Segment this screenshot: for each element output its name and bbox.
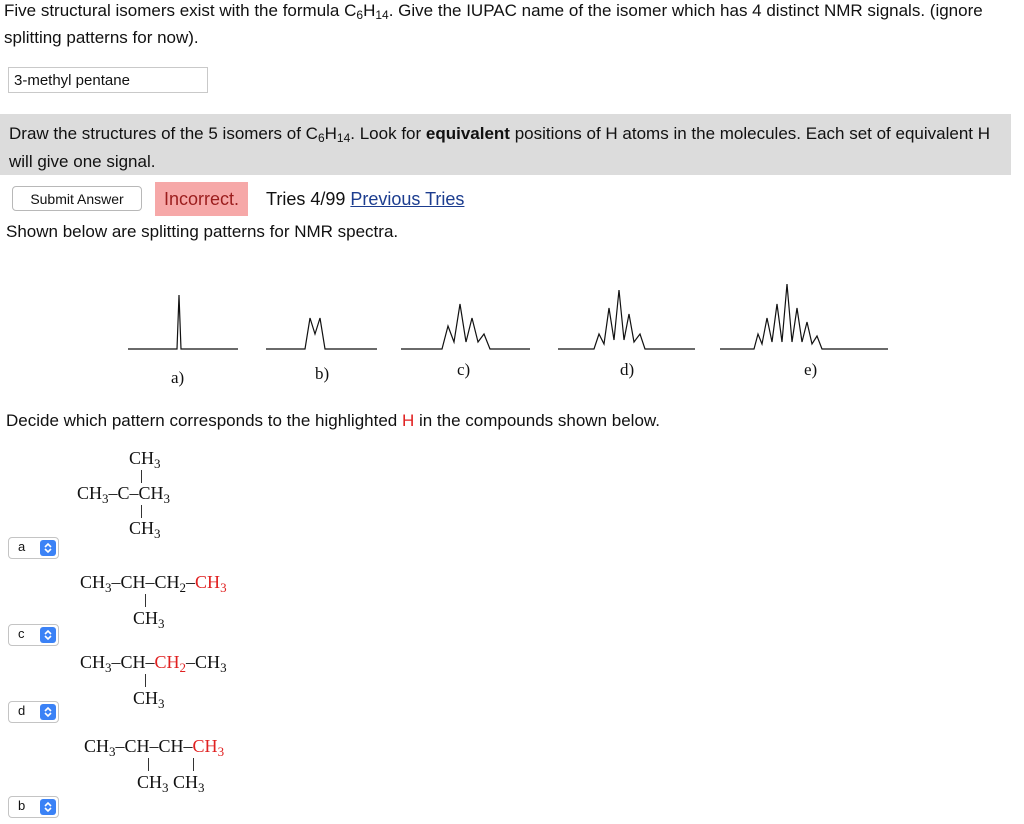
pattern-e-multiplet (720, 284, 888, 349)
answer-select-4[interactable]: b (8, 796, 59, 818)
pattern-label-b: b) (315, 364, 330, 383)
answer-input[interactable] (8, 67, 208, 93)
splitting-intro: Shown below are splitting patterns for NMR spectra. (6, 222, 399, 241)
pattern-label-d: d) (620, 360, 635, 379)
tries-text (266, 182, 464, 216)
pattern-label-e: e) (804, 360, 818, 379)
answer-select-1[interactable]: a (8, 537, 59, 559)
chevron-updown-icon (40, 540, 56, 556)
chevron-updown-icon (40, 799, 56, 815)
previous-tries-link[interactable]: Previous Tries (350, 189, 465, 209)
pattern-b-doublet (266, 318, 377, 349)
incorrect-badge: Incorrect. (155, 182, 248, 216)
pattern-label-a: a) (171, 368, 185, 387)
pattern-label-c: c) (457, 360, 471, 379)
pattern-a-singlet (128, 295, 238, 349)
submit-answer-button[interactable]: Submit Answer (12, 186, 142, 211)
nmr-patterns-figure (120, 262, 900, 392)
chevron-updown-icon (40, 704, 56, 720)
answer-select-2[interactable]: c (8, 624, 59, 646)
pattern-c-multiplet (401, 304, 530, 349)
decide-instruction: Decide which pattern corresponds to the highlighted H in the compounds shown below. (6, 411, 660, 430)
question-text: Five structural isomers exist with the formula $C_6H_{14}$. Give the IUPAC name of the isomer which has 4 distinct NMR signals. (ignore splitting patterns for now). (4, 1, 983, 47)
pattern-d-quartet (558, 290, 695, 349)
answer-select-3[interactable]: d (8, 701, 59, 723)
chevron-updown-icon (40, 627, 56, 643)
tries-count: Tries 4/99 (266, 189, 346, 209)
hint-box: Draw the structures of the 5 isomers of $C_6H_{14}$. Look for equivalent positions of H atoms in the molecules. Each set of equivalent H will give one signal. (0, 114, 1011, 175)
